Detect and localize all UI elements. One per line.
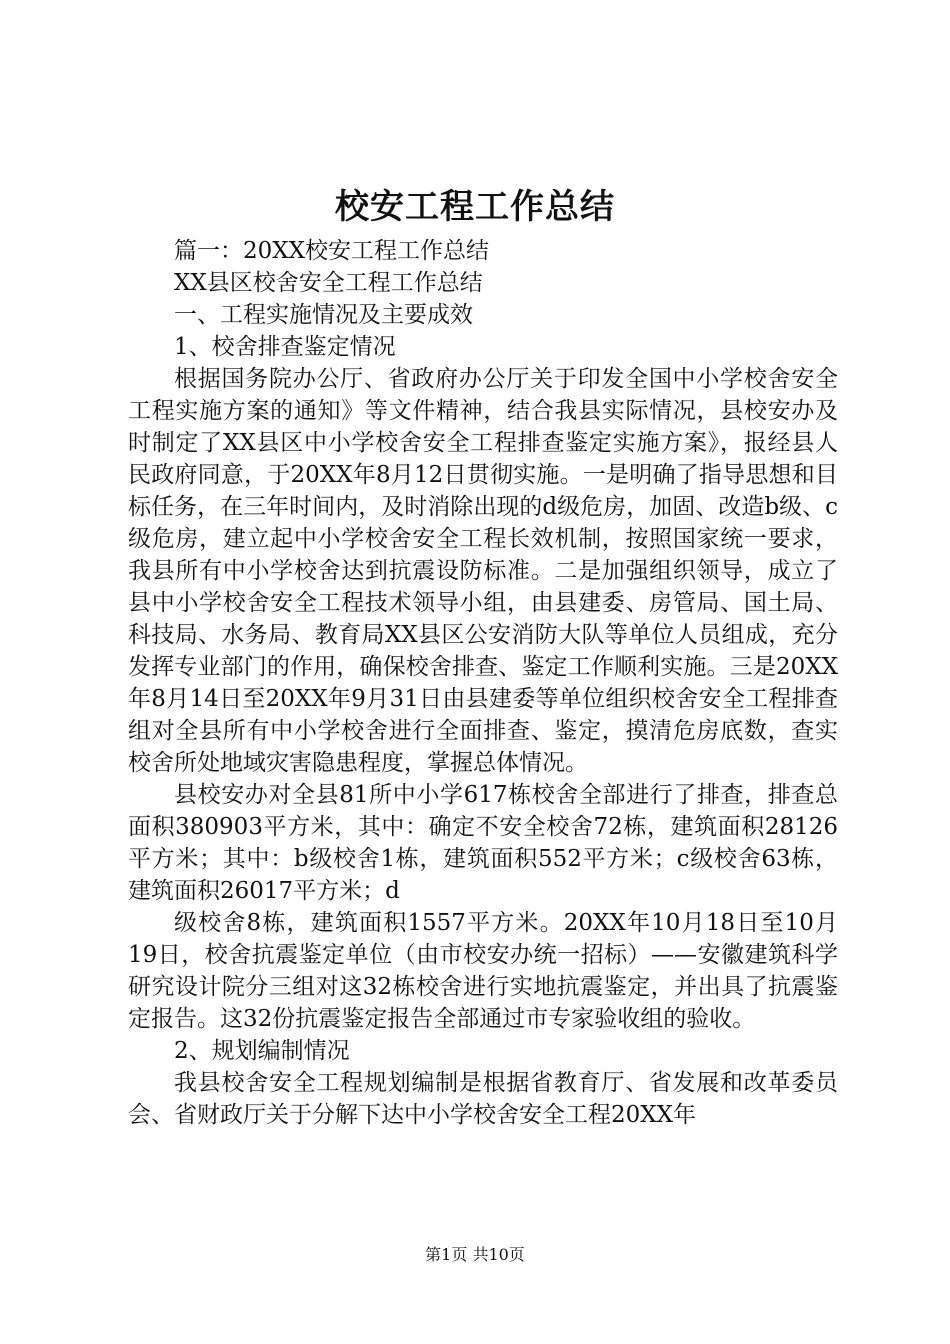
section-heading: 1、校舍排查鉴定情况 (174, 334, 396, 360)
body-paragraph: 根据国务院办公厅、省政府办公厅关于印发全国中小学校舍安全工程实施方案的通知》等文件精神，结合我县实际情况，县校安办及时制定了XX县区中小学校舍安全工程排查鉴定实施方案》，报经县人民政府同意，于20XX年8月12日贯彻实施。一是明确了指导思想和目标任务，在三年时间内，及时消除出现的d级危房，加固、改造b级、c级危房，建立起中小学校舍安全工程长效机制，按照国家统一要求，我县所有中小学校舍达到抗震设防标准。二是加强组织领导，成立了县中小学校舍安全工程技术领导小组，由县建委、房管局、国土局、科技局、水务局、教育局XX县区公安消防大队等单位人员组成，充分发挥专业部门的作用，确保校舍排查、鉴定工作顺利实施。三是20XX年8月14日至20XX年9月31日由县建委等单位组织校舍安全工程排查组对全县所有中小学校舍进行全面排查、鉴定，摸清危房底数，查实校舍所处地域灾害隐患程度，掌握总体情况。 (128, 366, 838, 776)
section-heading: 2、规划编制情况 (174, 1038, 350, 1064)
body-paragraph: 级校舍8栋，建筑面积1557平方米。20XX年10月18日至10月19日，校舍抗震鉴定单位（由市校安办统一招标）——安徽建筑科学研究设计院分三组对这32栋校舍进行实地抗震鉴定，并出具了抗震鉴定报告。这32份抗震鉴定报告全部通过市专家验收组的验收。 (128, 910, 838, 1032)
section-heading: XX县区校舍安全工程工作总结 (174, 270, 483, 296)
document-body (128, 235, 838, 1131)
section-heading: 一、工程实施情况及主要成效 (174, 302, 473, 328)
section-heading: 篇一：20XX校安工程工作总结 (174, 238, 490, 264)
body-paragraph: 县校安办对全县81所中小学617栋校舍全部进行了排查，排查总面积380903平方米，其中：确定不安全校舍72栋，建筑面积28126平方米；其中：b级校舍1栋，建筑面积552平方米；c级校舍63栋，建筑面积26017平方米；d (128, 782, 838, 904)
document-title: 校安工程工作总结 (335, 187, 615, 227)
page-footer: 第1页 共10页 (425, 1245, 525, 1264)
body-paragraph: 我县校舍安全工程规划编制是根据省教育厅、省发展和改革委员会、省财政厅关于分解下达中小学校舍安全工程20XX年 (128, 1070, 838, 1128)
